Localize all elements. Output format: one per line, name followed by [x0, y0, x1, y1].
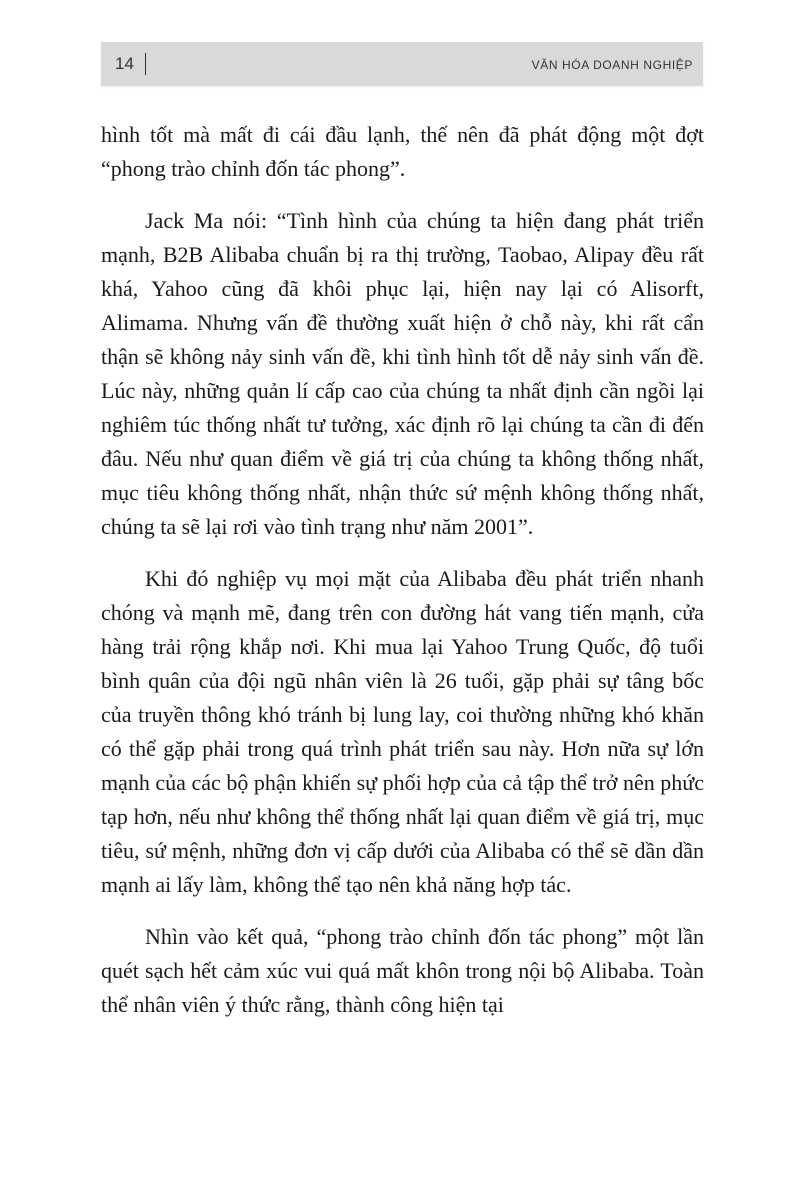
paragraph-alibaba-growth: Khi đó nghiệp vụ mọi mặt của Alibaba đều phát triển nhanh chóng và mạnh mẽ, đang trên con đường hát vang tiến mạnh, cửa hàng trải rộng khắp nơi. Khi mua lại Yahoo Trung Quốc, độ tuổi bình quân của đội ngũ nhân viên là 26 tuổi, gặp phải sự tâng bốc của truyền thông khó tránh bị lung lay, coi thường những khó khăn có thể gặp phải trong quá trình phát triển sau này. Hơn nữa sự lớn mạnh của các bộ phận khiến sự phối hợp của cả tập thể trở nên phức tạp hơn, nếu như không thể thống nhất lại quan điểm về giá trị, mục tiêu, sứ mệnh, những đơn vị cấp dưới của Alibaba có thể sẽ dần dần mạnh ai lấy làm, không thể tạo nên khả năng hợp tác. [101, 566, 704, 897]
running-title: VĂN HÓA DOANH NGHIỆP [531, 58, 693, 72]
header-separator [145, 53, 146, 75]
page-header [101, 42, 703, 86]
paragraph-continuation: hình tốt mà mất đi cái đầu lạnh, thế nên đã phát động một đợt “phong trào chỉnh đốn tác phong”. [101, 122, 704, 181]
paragraph-jack-ma-quote: Jack Ma nói: “Tình hình của chúng ta hiện đang phát triển mạnh, B2B Alibaba chuẩn bị ra thị trường, Taobao, Alipay đều rất khá, Yahoo cũng đã khôi phục lại, hiện nay lại có Alisorft, Alimama. Nhưng vấn đề thường xuất hiện ở chỗ này, khi rất cẩn thận sẽ không nảy sinh vấn đề, khi tình hình tốt dễ nảy sinh vấn đề. Lúc này, những quản lí cấp cao của chúng ta nhất định cần ngồi lại nghiêm túc thống nhất tư tưởng, xác định rõ lại chúng ta cần đi đến đâu. Nếu như quan điểm về giá trị của chúng ta không thống nhất, mục tiêu không thống nhất, nhận thức sứ mệnh không thống nhất, chúng ta sẽ lại rơi vào tình trạng như năm 2001”. [101, 208, 704, 539]
page-number: 14 [115, 54, 134, 73]
paragraph-result: Nhìn vào kết quả, “phong trào chỉnh đốn tác phong” một lần quét sạch hết cảm xúc vui quá mất khôn trong nội bộ Alibaba. Toàn thể nhân viên ý thức rằng, thành công hiện tại [101, 924, 704, 1017]
page-body [101, 118, 704, 1040]
